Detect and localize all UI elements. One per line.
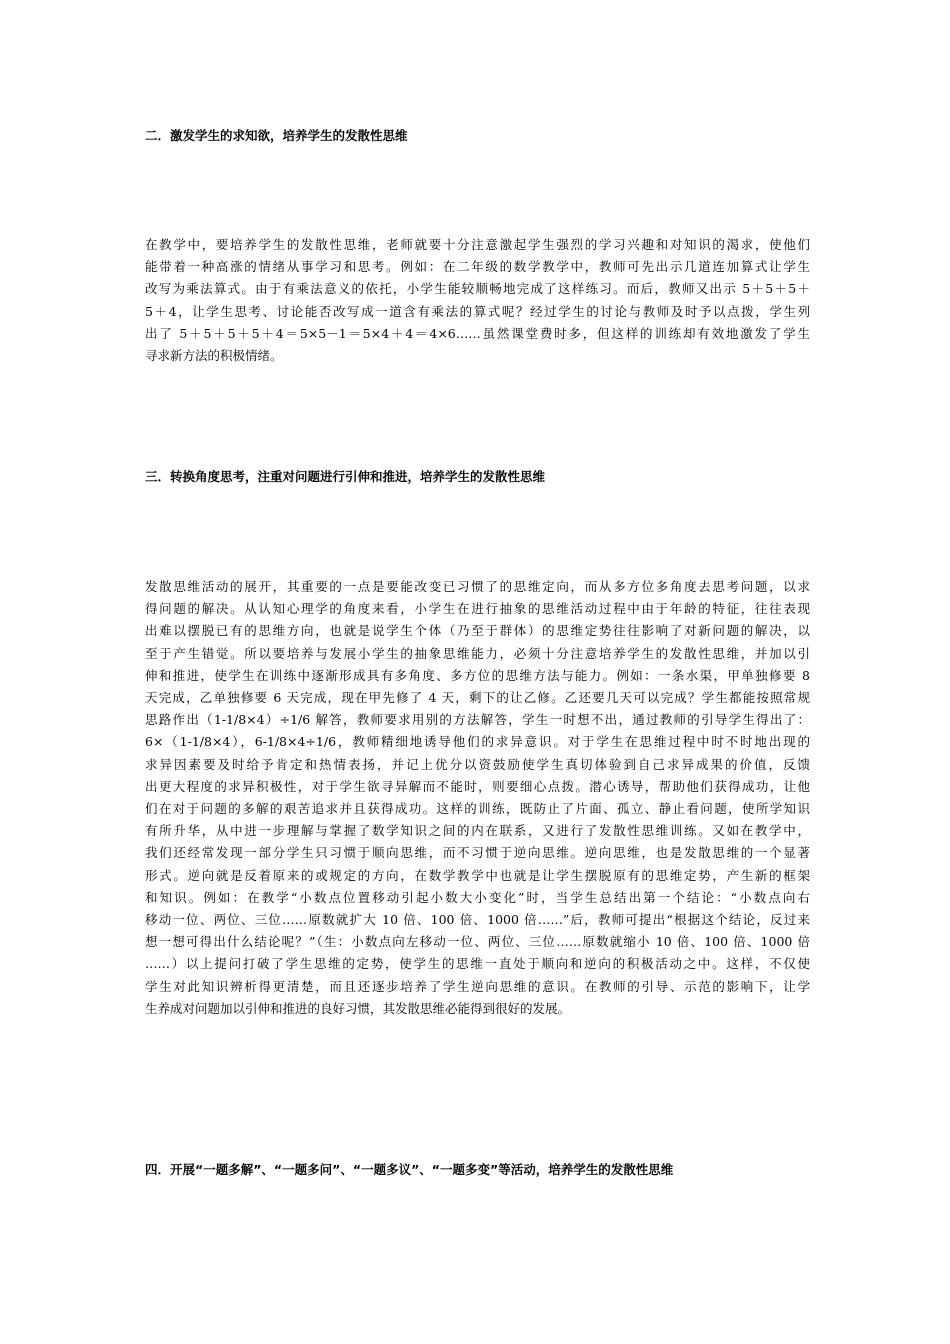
paragraph-line: 5＋4，让学生思考、讨论能否改写成一道含有乘法的算式呢？经过学生的讨论与教师及时予以点拨，学生列 <box>145 303 810 319</box>
paragraph-line: 和知识。例如：在教学“小数点位置移动引起小数大小变化”时，当学生总结出第一个结论：“小数点向右 <box>145 889 810 905</box>
paragraph-line: 寻求新方法的积极情绪。 <box>145 348 283 364</box>
section-heading-4: 四．开展“一题多解”、“一题多问”、“一题多议”、“一题多变”等活动，培养学生的发散性思维 <box>145 1162 674 1177</box>
section-2-paragraph <box>145 234 810 367</box>
paragraph-line: 发散思维活动的展开，其重要的一点是要能改变已习惯了的思维定向，而从多方位多角度去思考问题，以求 <box>145 579 810 594</box>
paragraph-line: ……）以上提问打破了学生思维的定势，使学生的思维一直处于顺向和逆向的积极活动之中。这样，不仅使 <box>145 956 810 972</box>
paragraph-line: 求异因素要及时给予肯定和热情表扬，并记上优分以资鼓励使学生真切体验到自己求异成果的价值，反馈 <box>145 756 810 772</box>
paragraph-line: 想一想可得出什么结论呢？”（生：小数点向左移动一位、两位、三位……原数就缩小 10 倍、100 倍、1000 倍 <box>145 934 810 950</box>
paragraph-line: 天完成，乙单独修要 6 天完成，现在甲先修了 4 天，剩下的让乙修。乙还要几天可以完成？学生都能按照常规 <box>145 690 810 706</box>
section-heading-3: 三．转换角度思考，注重对问题进行引伸和推进，培养学生的发散性思维 <box>145 469 546 484</box>
paragraph-line: 出了 5＋5＋5＋5＋4＝5×5－1＝5×4＋4＝4×6……虽然课堂费时多，但这样的训练却有效地激发了学生 <box>145 325 810 341</box>
paragraph-line: 6×（1-1/8×4），6-1/8×4÷1/6，教师精细地诱导他们的求异意识。对于学生在思维过程中时不时地出现的 <box>145 734 810 750</box>
paragraph-line: 移动一位、两位、三位……原数就扩大 10 倍、100 倍、1000 倍……”后，教师可提出“根据这个结论，反过来 <box>145 912 810 928</box>
paragraph-line: 得问题的解决。从认知心理学的角度来看，小学生在进行抽象的思维活动过程中由于年龄的特征，往往表现 <box>145 601 810 617</box>
paragraph-line: 至于产生错觉。所以要培养与发展小学生的抽象思维能力，必须十分注意培养学生的发散性思维，并加以引 <box>145 645 810 661</box>
section-heading-2: 二．激发学生的求知欲，培养学生的发散性思维 <box>145 128 408 143</box>
paragraph-line: 出难以摆脱已有的思维方向，也就是说学生个体（乃至于群体）的思维定势往往影响了对新问题的解决，以 <box>145 623 810 639</box>
paragraph-line: 能带着一种高涨的情绪从事学习和思考。例如：在二年级的数学教学中，教师可先出示几道连加算式让学生 <box>145 259 810 275</box>
paragraph-line: 伸和推进，使学生在训练中逐渐形成具有多角度、多方位的思维方法与能力。例如：一条水渠，甲单独修要 8 <box>145 667 810 683</box>
paragraph-line: 在教学中，要培养学生的发散性思维，老师就要十分注意激起学生强烈的学习兴趣和对知识的渴求，使他们 <box>145 237 810 252</box>
paragraph-line: 有所升华，从中进一步理解与掌握了数学知识之间的内在联系，又进行了发散性思维训练。又如在教学中， <box>145 823 810 839</box>
paragraph-line: 们在对于问题的多解的艰苦追求并且获得成功。这样的训练，既防止了片面、孤立、静止看问题，使所学知识 <box>145 801 810 817</box>
paragraph-line: 生养成对问题加以引伸和推进的良好习惯，其发散思维必能得到很好的发展。 <box>145 1000 571 1016</box>
paragraph-line: 形式。逆向就是反着原来的或规定的方向，在数学教学中也就是让学生摆脱原有的思维定势，产生新的框架 <box>145 867 810 883</box>
paragraph-line: 出更大程度的求异积极性，对于学生欲寻异解而不能时，则要细心点拨。潜心诱导，帮助他们获得成功，让他 <box>145 778 810 794</box>
paragraph-line: 改写为乘法算式。由于有乘法意义的依托，小学生能较顺畅地完成了这样练习。而后，教师又出示 5＋5＋5＋ <box>145 281 810 297</box>
paragraph-line: 我们还经常发现一部分学生只习惯于顺向思维，而不习惯于逆向思维。逆向思维，也是发散思维的一个显著 <box>145 845 810 861</box>
section-3-paragraph <box>145 576 810 1020</box>
paragraph-line: 思路作出（1-1/8×4）÷1/6 解答，教师要求用别的方法解答，学生一时想不出，通过教师的引导学生得出了： <box>145 712 810 728</box>
paragraph-line: 学生对此知识辨析得更清楚，而且还逐步培养了学生逆向思维的意识。在教师的引导、示范的影响下，让学 <box>145 978 810 994</box>
